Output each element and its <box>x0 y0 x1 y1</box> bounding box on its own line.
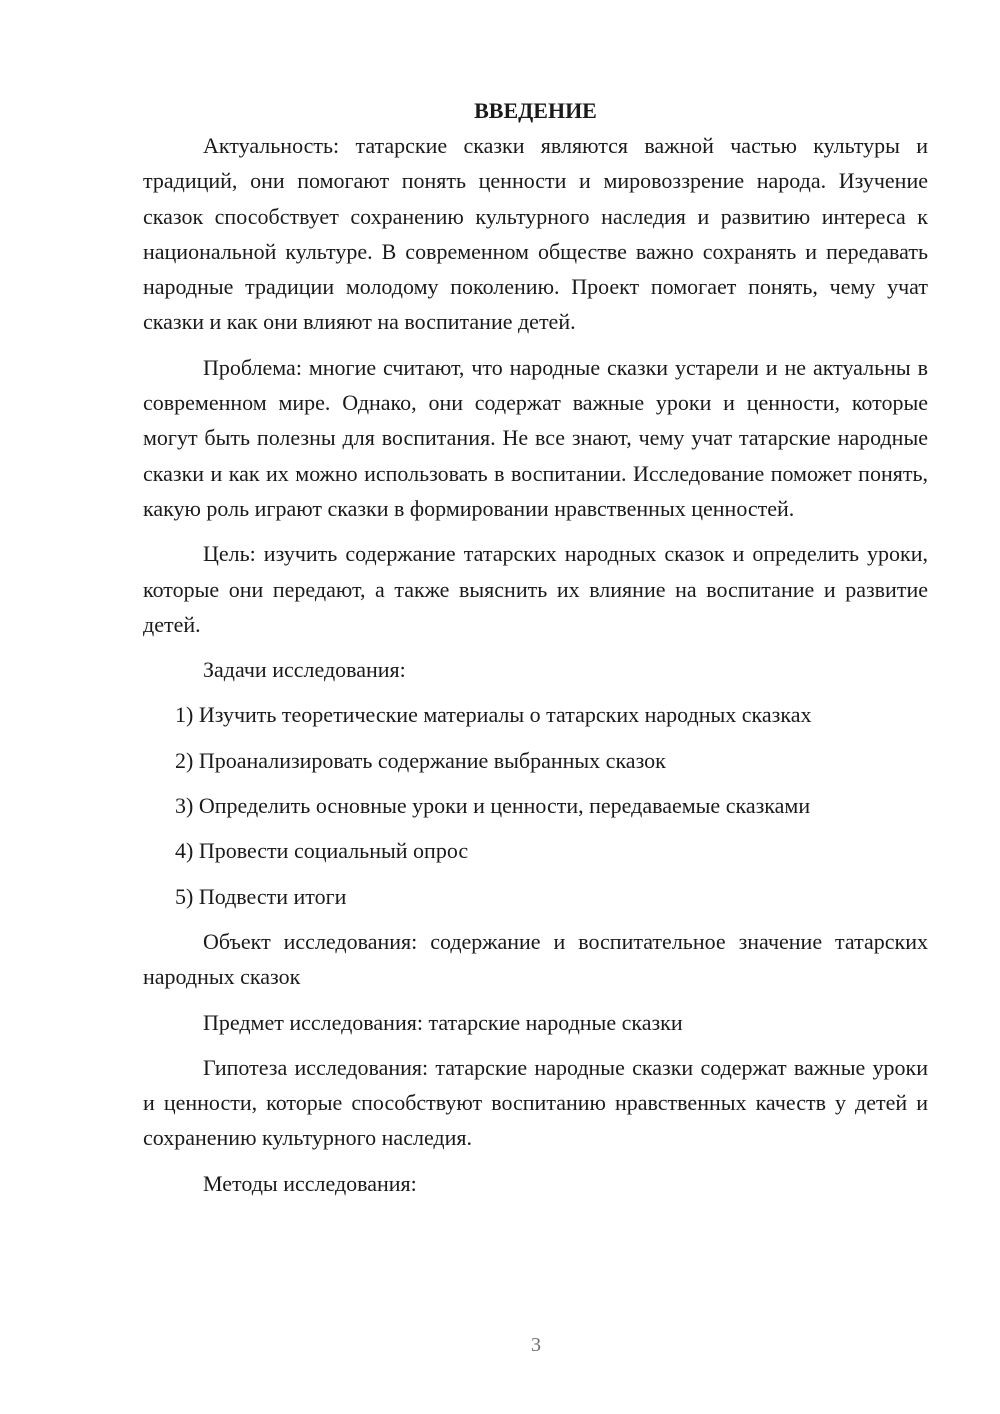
object-paragraph: Объект исследования: содержание и воспитательное значение татарских народных сказок <box>143 928 928 990</box>
subject-paragraph: Предмет исследования: татарские народные сказки <box>203 1009 683 1035</box>
problem-paragraph: Проблема: многие считают, что народные сказки устарели и не актуальны в современном мире. Однако, они содержат важные уроки и ценности, которые могут быть полезны для воспитания. Не все знают, чему учат татарские народные сказки и как их можно использовать в воспитании. Исследование поможет понять, какую роль играют сказки в формировании нравственных ценностей. <box>143 354 928 521</box>
methods-heading: Методы исследования: <box>203 1170 417 1196</box>
hypothesis-paragraph: Гипотеза исследования: татарские народные сказки содержат важные уроки и ценности, которые способствуют воспитанию нравственных качеств у детей и сохранению культурного наследия. <box>143 1054 928 1151</box>
task-item: 1) Изучить теоретические материалы о татарских народных сказках <box>175 702 812 728</box>
document-page <box>143 96 928 1211</box>
task-item: 5) Подвести итоги <box>175 883 347 909</box>
goal-paragraph: Цель: изучить содержание татарских народных сказок и определить уроки, которые они передают, а также выяснить их влияние на воспитание и развитие детей. <box>143 541 928 637</box>
relevance-paragraph: Актуальность: татарские сказки являются важной частью культуры и традиций, они помогают понять ценности и мировоззрение народа. Изучение сказок способствует сохранению культурного наследия и развитию интереса к национальной культуре. В современном обществе важно сохранять и передавать народные традиции молодому поколению. Проект помогает понять, чему учат сказки и как они влияют на воспитание детей. <box>143 133 928 335</box>
task-item: 4) Провести социальный опрос <box>175 838 469 864</box>
page-number: 3 <box>531 1334 541 1356</box>
task-item: 3) Определить основные уроки и ценности, передаваемые сказками <box>175 793 811 819</box>
task-item: 2) Проанализировать содержание выбранных сказок <box>175 747 666 773</box>
section-title: ВВЕДЕНИЕ <box>474 98 597 123</box>
tasks-heading: Задачи исследования: <box>203 657 406 683</box>
